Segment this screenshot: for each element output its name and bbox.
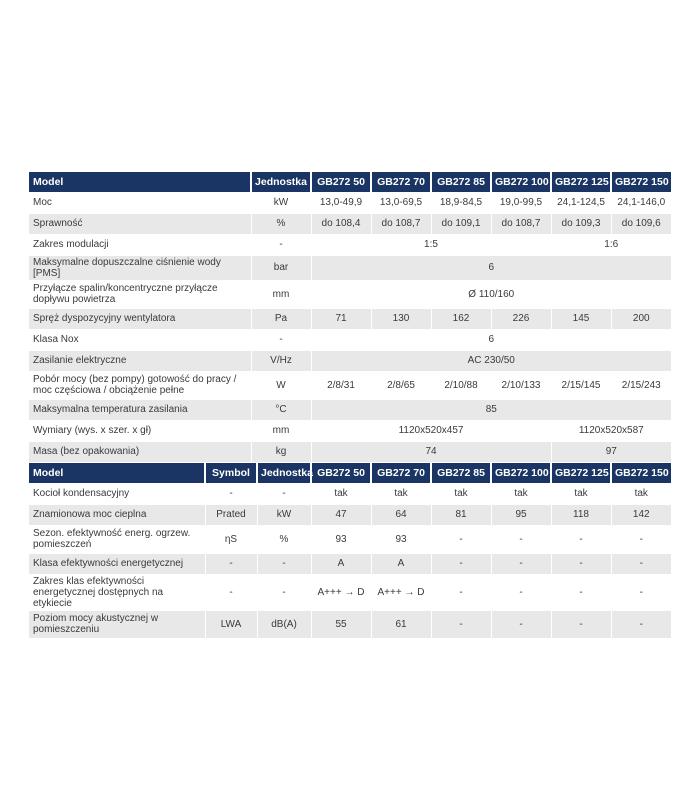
table-header-row bbox=[29, 463, 671, 483]
cell-value: 2/8/31 bbox=[311, 371, 371, 399]
row-unit: % bbox=[251, 213, 311, 234]
row-unit: bar bbox=[251, 255, 311, 280]
cell-value: tak bbox=[611, 483, 671, 504]
header-gb272-70: GB272 70 bbox=[371, 463, 431, 483]
cell-value: Ø 110/160 bbox=[311, 280, 671, 308]
cell-value: 145 bbox=[551, 308, 611, 329]
cell-value: tak bbox=[491, 483, 551, 504]
cell-value: 1120x520x587 bbox=[551, 420, 671, 441]
cell-value: 93 bbox=[311, 525, 371, 553]
row-unit: - bbox=[251, 234, 311, 255]
row-unit: mm bbox=[251, 420, 311, 441]
cell-value: 64 bbox=[371, 504, 431, 525]
row-unit: W bbox=[251, 371, 311, 399]
table-row bbox=[29, 255, 671, 280]
cell-value: 226 bbox=[491, 308, 551, 329]
energy-label-table bbox=[29, 463, 671, 639]
cell-value: 6 bbox=[311, 255, 671, 280]
table-row bbox=[29, 213, 671, 234]
cell-value: 19,0-99,5 bbox=[491, 192, 551, 213]
row-label: Maksymalne dopuszczalne ciśnienie wody [PMS] bbox=[29, 255, 251, 280]
cell-value: 142 bbox=[611, 504, 671, 525]
header-symbol: Symbol bbox=[205, 463, 257, 483]
row-label: Zakres klas efektywności energetycznej dostępnych na etykiecie bbox=[29, 574, 205, 610]
row-symbol: - bbox=[205, 574, 257, 610]
row-label: Wymiary (wys. x szer. x gł) bbox=[29, 420, 251, 441]
cell-value: - bbox=[611, 574, 671, 610]
row-symbol: - bbox=[205, 553, 257, 574]
row-unit: kg bbox=[251, 441, 311, 462]
table-row bbox=[29, 504, 671, 525]
cell-value: do 108,7 bbox=[371, 213, 431, 234]
row-unit: V/Hz bbox=[251, 350, 311, 371]
row-symbol: - bbox=[205, 483, 257, 504]
cell-value: A bbox=[371, 553, 431, 574]
row-unit: - bbox=[257, 553, 311, 574]
row-unit: °C bbox=[251, 399, 311, 420]
row-symbol: Prated bbox=[205, 504, 257, 525]
cell-value: A+++ → D bbox=[311, 574, 371, 610]
cell-value: - bbox=[491, 553, 551, 574]
table-row bbox=[29, 329, 671, 350]
table-row bbox=[29, 525, 671, 553]
cell-value: do 109,1 bbox=[431, 213, 491, 234]
row-label: Kocioł kondensacyjny bbox=[29, 483, 205, 504]
table-row bbox=[29, 350, 671, 371]
row-symbol: ηS bbox=[205, 525, 257, 553]
cell-value: AC 230/50 bbox=[311, 350, 671, 371]
cell-value: - bbox=[431, 610, 491, 638]
row-label: Sezon. efektywność energ. ogrzew. pomieszczeń bbox=[29, 525, 205, 553]
row-label: Znamionowa moc cieplna bbox=[29, 504, 205, 525]
cell-value: do 108,4 bbox=[311, 213, 371, 234]
header-gb272-85: GB272 85 bbox=[431, 172, 491, 192]
cell-value: 95 bbox=[491, 504, 551, 525]
table-row bbox=[29, 483, 671, 504]
cell-value: 6 bbox=[311, 329, 671, 350]
cell-value: 24,1-124,5 bbox=[551, 192, 611, 213]
cell-value: 74 bbox=[311, 441, 551, 462]
technical-data-table bbox=[29, 172, 671, 463]
cell-value: A+++ → D bbox=[371, 574, 431, 610]
row-unit: - bbox=[251, 329, 311, 350]
cell-value: do 109,3 bbox=[551, 213, 611, 234]
cell-value: - bbox=[431, 525, 491, 553]
cell-value: 2/8/65 bbox=[371, 371, 431, 399]
row-symbol: LWA bbox=[205, 610, 257, 638]
cell-value: 2/15/243 bbox=[611, 371, 671, 399]
cell-value: - bbox=[431, 574, 491, 610]
table-row bbox=[29, 610, 671, 638]
cell-value: 2/10/88 bbox=[431, 371, 491, 399]
header-model: Model bbox=[29, 172, 251, 192]
row-unit: Pa bbox=[251, 308, 311, 329]
cell-value: - bbox=[551, 574, 611, 610]
cell-value: 1120x520x457 bbox=[311, 420, 551, 441]
cell-value: 2/10/133 bbox=[491, 371, 551, 399]
cell-value: tak bbox=[371, 483, 431, 504]
cell-value: 97 bbox=[551, 441, 671, 462]
header-gb272-150: GB272 150 bbox=[611, 172, 671, 192]
cell-value: 85 bbox=[311, 399, 671, 420]
table-header-row bbox=[29, 172, 671, 192]
cell-value: 13,0-69,5 bbox=[371, 192, 431, 213]
row-unit: kW bbox=[257, 504, 311, 525]
cell-value: - bbox=[611, 525, 671, 553]
table-row bbox=[29, 574, 671, 610]
row-unit: dB(A) bbox=[257, 610, 311, 638]
row-label: Masa (bez opakowania) bbox=[29, 441, 251, 462]
table-row bbox=[29, 399, 671, 420]
row-label: Zakres modulacji bbox=[29, 234, 251, 255]
cell-value: 47 bbox=[311, 504, 371, 525]
cell-value: 18,9-84,5 bbox=[431, 192, 491, 213]
table-row bbox=[29, 280, 671, 308]
cell-value: 200 bbox=[611, 308, 671, 329]
cell-value: 81 bbox=[431, 504, 491, 525]
header-gb272-50: GB272 50 bbox=[311, 463, 371, 483]
row-label: Sprawność bbox=[29, 213, 251, 234]
row-label: Poziom mocy akustycznej w pomieszczeniu bbox=[29, 610, 205, 638]
cell-value: 55 bbox=[311, 610, 371, 638]
table-row bbox=[29, 192, 671, 213]
row-label: Klasa efektywności energetycznej bbox=[29, 553, 205, 574]
cell-value: do 108,7 bbox=[491, 213, 551, 234]
cell-value: - bbox=[491, 574, 551, 610]
header-unit: Jednostka bbox=[257, 463, 311, 483]
header-unit: Jednostka bbox=[251, 172, 311, 192]
cell-value: - bbox=[491, 610, 551, 638]
header-gb272-125: GB272 125 bbox=[551, 172, 611, 192]
row-label: Klasa Nox bbox=[29, 329, 251, 350]
header-gb272-85: GB272 85 bbox=[431, 463, 491, 483]
row-unit: % bbox=[257, 525, 311, 553]
table-row bbox=[29, 234, 671, 255]
header-gb272-70: GB272 70 bbox=[371, 172, 431, 192]
cell-value: 71 bbox=[311, 308, 371, 329]
header-gb272-100: GB272 100 bbox=[491, 172, 551, 192]
cell-value: 118 bbox=[551, 504, 611, 525]
table-row bbox=[29, 371, 671, 399]
cell-value: tak bbox=[431, 483, 491, 504]
cell-value: 13,0-49,9 bbox=[311, 192, 371, 213]
table-row bbox=[29, 553, 671, 574]
row-label: Zasilanie elektryczne bbox=[29, 350, 251, 371]
cell-value: 1:6 bbox=[551, 234, 671, 255]
header-gb272-125: GB272 125 bbox=[551, 463, 611, 483]
row-label: Przyłącze spalin/koncentryczne przyłącze dopływu powietrza bbox=[29, 280, 251, 308]
header-gb272-150: GB272 150 bbox=[611, 463, 671, 483]
cell-value: - bbox=[551, 525, 611, 553]
table-row bbox=[29, 308, 671, 329]
cell-value: tak bbox=[311, 483, 371, 504]
row-label: Moc bbox=[29, 192, 251, 213]
cell-value: A bbox=[311, 553, 371, 574]
row-unit: kW bbox=[251, 192, 311, 213]
cell-value: 24,1-146,0 bbox=[611, 192, 671, 213]
cell-value: - bbox=[491, 525, 551, 553]
cell-value: - bbox=[551, 553, 611, 574]
cell-value: - bbox=[431, 553, 491, 574]
row-unit: mm bbox=[251, 280, 311, 308]
row-label: Spręż dyspozycyjny wentylatora bbox=[29, 308, 251, 329]
table-row bbox=[29, 441, 671, 462]
header-gb272-100: GB272 100 bbox=[491, 463, 551, 483]
table-row bbox=[29, 420, 671, 441]
cell-value: - bbox=[551, 610, 611, 638]
row-unit: - bbox=[257, 483, 311, 504]
cell-value: 61 bbox=[371, 610, 431, 638]
cell-value: do 109,6 bbox=[611, 213, 671, 234]
cell-value: 93 bbox=[371, 525, 431, 553]
header-gb272-50: GB272 50 bbox=[311, 172, 371, 192]
cell-value: - bbox=[611, 553, 671, 574]
cell-value: 130 bbox=[371, 308, 431, 329]
header-model: Model bbox=[29, 463, 205, 483]
row-label: Maksymalna temperatura zasilania bbox=[29, 399, 251, 420]
row-unit: - bbox=[257, 574, 311, 610]
cell-value: - bbox=[611, 610, 671, 638]
cell-value: 2/15/145 bbox=[551, 371, 611, 399]
cell-value: 162 bbox=[431, 308, 491, 329]
row-label: Pobór mocy (bez pompy) gotowość do pracy / moc częściowa / obciążenie pełne bbox=[29, 371, 251, 399]
cell-value: 1:5 bbox=[311, 234, 551, 255]
cell-value: tak bbox=[551, 483, 611, 504]
